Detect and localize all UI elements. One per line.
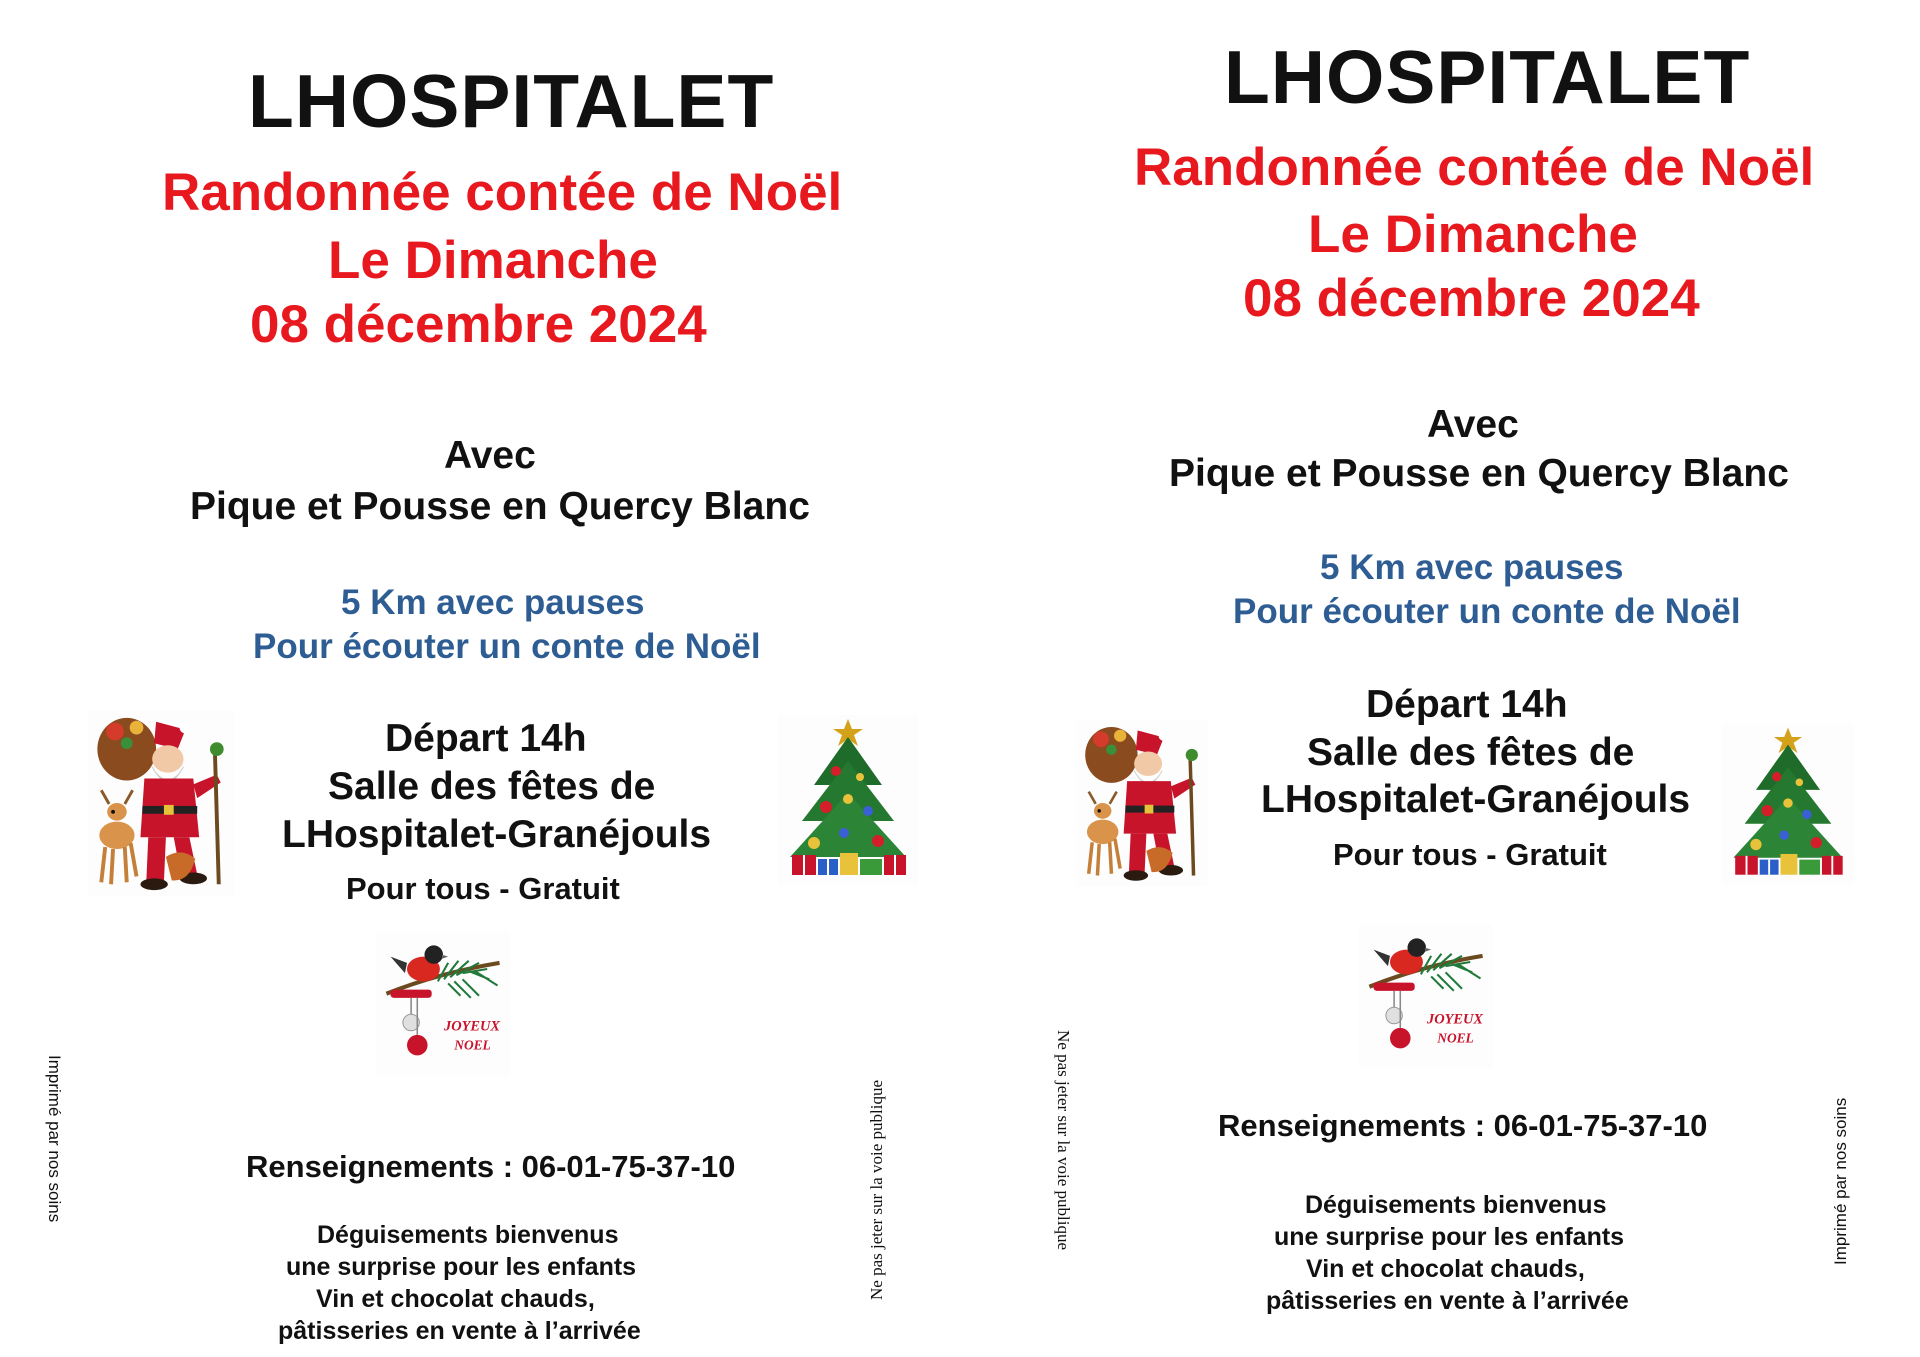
litter-note: Ne pas jeter sur la voie publique	[1054, 1030, 1073, 1250]
christmas-tree-illustration	[1722, 723, 1854, 885]
organizer: Pique et Pousse en Quercy Blanc	[1169, 452, 1789, 495]
santa-claus-illustration	[1075, 720, 1209, 886]
flyer-title: LHOSPITALET	[1224, 35, 1751, 119]
event-day: Le Dimanche	[1308, 205, 1638, 264]
info-phone: Renseignements : 06-01-75-37-10	[246, 1149, 736, 1184]
info-phone: Renseignements : 06-01-75-37-10	[1218, 1108, 1708, 1143]
extra-line-3: Vin et chocolat chauds,	[316, 1285, 595, 1313]
event-date: 08 décembre 2024	[1243, 269, 1700, 328]
audience: Pour tous - Gratuit	[1333, 837, 1607, 872]
litter-note: Ne pas jeter sur la voie publique	[867, 1080, 886, 1300]
distance: 5 Km avec pauses	[341, 583, 645, 622]
extra-line-4: pâtisseries en vente à l’arrivée	[1266, 1287, 1629, 1315]
event-date: 08 décembre 2024	[250, 295, 707, 354]
organizer: Pique et Pousse en Quercy Blanc	[190, 485, 810, 528]
venue-line-1: Salle des fêtes de	[1307, 731, 1635, 774]
purpose: Pour écouter un conte de Noël	[253, 627, 761, 666]
departure-time: Départ 14h	[385, 717, 587, 760]
venue-line-1: Salle des fêtes de	[328, 765, 656, 808]
flyer-right	[1030, 0, 1920, 1357]
christmas-tree-illustration	[778, 714, 918, 886]
purpose: Pour écouter un conte de Noël	[1233, 592, 1741, 631]
extra-line-2: une surprise pour les enfants	[286, 1253, 637, 1281]
extra-line-1: Déguisements bienvenus	[1305, 1191, 1607, 1219]
extra-line-1: Déguisements bienvenus	[317, 1221, 619, 1249]
extra-line-2: une surprise pour les enfants	[1274, 1223, 1625, 1251]
distance: 5 Km avec pauses	[1320, 548, 1624, 587]
audience: Pour tous - Gratuit	[346, 871, 620, 906]
joyeux-noel-card-illustration	[1359, 925, 1493, 1069]
flyer-title: LHOSPITALET	[248, 59, 775, 143]
event-name: Randonnée contée de Noël	[1134, 138, 1815, 197]
printed-note: Imprimé par nos soins	[1831, 1097, 1850, 1265]
santa-claus-illustration	[84, 710, 238, 896]
venue-line-2: LHospitalet-Granéjouls	[282, 813, 712, 856]
printed-note: Imprimé par nos soins	[45, 1055, 64, 1223]
with-label: Avec	[444, 434, 536, 477]
extra-line-4: pâtisseries en vente à l’arrivée	[278, 1317, 641, 1345]
joyeux-noel-card-illustration	[376, 932, 510, 1076]
event-day: Le Dimanche	[328, 231, 658, 290]
departure-time: Départ 14h	[1366, 683, 1568, 726]
with-label: Avec	[1427, 403, 1519, 446]
event-name: Randonnée contée de Noël	[162, 163, 843, 222]
venue-line-2: LHospitalet-Granéjouls	[1261, 778, 1691, 821]
extra-line-3: Vin et chocolat chauds,	[1306, 1255, 1585, 1283]
